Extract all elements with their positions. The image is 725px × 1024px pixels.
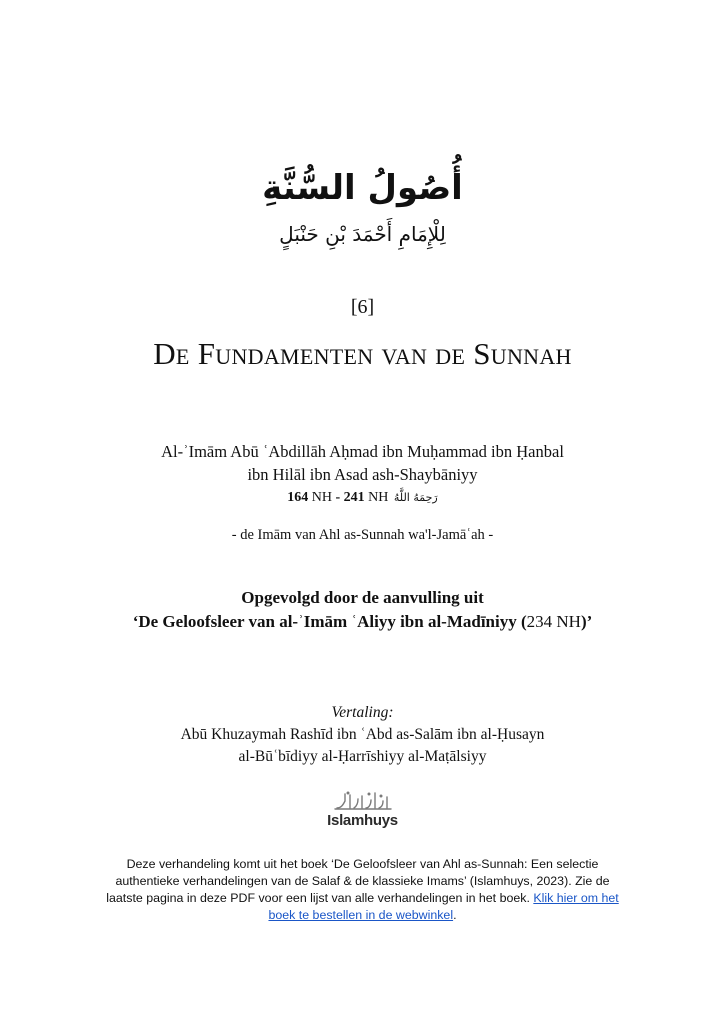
followed-by-year-unit: NH [556, 612, 581, 631]
year-start: 164 [287, 490, 309, 505]
year-end: 241 [343, 490, 365, 505]
publisher-calligraphy-logo-icon [331, 790, 395, 812]
year-end-unit: NH [368, 490, 389, 505]
author-years [0, 486, 725, 509]
publisher-logo [0, 790, 725, 829]
imam-note: - de Imām van Ahl as-Sunnah wa'l-Jamāʿah - [231, 527, 494, 543]
followed-by-year: 234 [526, 612, 553, 631]
followed-by-line-2-end: )’ [580, 612, 593, 631]
translation-label: Vertaling: [331, 704, 394, 721]
followed-by-line-1: Opgevolgd door de aanvulling uit [241, 588, 484, 607]
year-start-unit: NH [311, 490, 332, 505]
translation-block [0, 702, 725, 768]
honorific-arabic: رَحِمَهُ اللَّهُ [393, 491, 438, 504]
followed-by-line-2-text: ‘De Geloofsleer van al-ʾImām ʿAliyy ibn al-Madīniyy ( [132, 612, 527, 631]
footer-end: . [453, 908, 457, 922]
translator-line-2: al-Būʿbīdiyy al-Ḥarrīshiyy al-Maṭālsiyy [238, 748, 487, 765]
series-number: [6] [350, 296, 375, 318]
arabic-title: أُصُولُ السُّنَّةِ [262, 168, 463, 208]
page-title: De Fundamenten van de Sunnah [153, 336, 572, 371]
arabic-subtitle: لِلْإِمَامِ أَحْمَدَ بْنِ حَنْبَلٍ [279, 222, 446, 246]
year-separator: - [335, 490, 341, 505]
followed-by-line-2 [0, 610, 725, 634]
followed-by-block [0, 586, 725, 634]
author-block [0, 440, 725, 509]
publisher-name: Islamhuys [327, 812, 398, 829]
author-name-line-2: ibn Hilāl ibn Asad ash-Shaybāniyy [247, 465, 478, 484]
order-book-link[interactable]: Klik hier om het boek te bestellen in de webwinkel [268, 891, 619, 922]
footer-note [96, 856, 629, 924]
author-name-line-1: Al-ʾImām Abū ʿAbdillāh Aḥmad ibn Muḥammad ibn Ḥanbal [161, 442, 564, 461]
footer-text: Deze verhandeling komt uit het boek ‘De Geloofsleer van Ahl as-Sunnah: Een selectie authentieke verhandelingen van de Salaf & de klassieke Imams’ (Islamhuys, 2023). Zie de laatste pagina in deze PDF voor een lijst van alle verhandelingen in het boek. [106, 857, 610, 905]
translator-line-1: Abū Khuzaymah Rashīd ibn ʿAbd as-Salām ibn al-Ḥusayn [180, 726, 545, 743]
